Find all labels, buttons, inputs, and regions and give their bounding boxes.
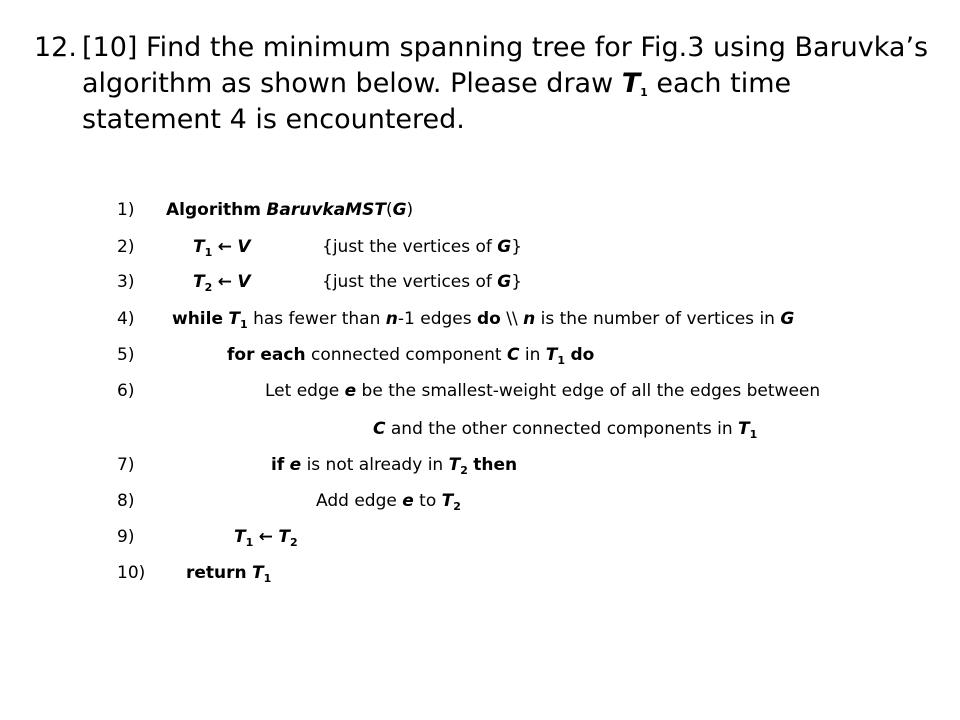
line-9: $T_1$ ← $T_2$ bbox=[234, 527, 298, 549]
line-2-comment: {just the vertices of G} bbox=[322, 237, 523, 257]
line-number-5: 5) bbox=[117, 345, 135, 365]
line-2-assign: $T_1$ ← V bbox=[193, 237, 251, 259]
line-number-1: 1) bbox=[117, 200, 135, 220]
question-text: [10] Find the minimum spanning tree for Fig.3 using Baruvka’s algorithm as shown below. Please draw $T_1$ each time statement 4 is encountered. bbox=[82, 32, 929, 135]
line-number-10: 10) bbox=[117, 563, 146, 583]
line-number-6: 6) bbox=[117, 381, 135, 401]
line-1: Algorithm BaruvkaMST(G) bbox=[166, 200, 414, 220]
question-number: 12. bbox=[34, 32, 77, 63]
line-number-7: 7) bbox=[117, 455, 135, 475]
line-4: while $T_1$ has fewer than n-1 edges do \\ n is the number of vertices in G bbox=[172, 309, 795, 331]
line-3-assign: $T_2$ ← V bbox=[193, 272, 251, 294]
line-6-continued: C and the other connected components in $T_1$ bbox=[373, 419, 758, 441]
line-8: Add edge e to $T_2$ bbox=[316, 491, 461, 513]
line-number-4: 4) bbox=[117, 309, 135, 329]
line-number-8: 8) bbox=[117, 491, 135, 511]
line-number-3: 3) bbox=[117, 272, 135, 292]
line-10: return $T_1$ bbox=[186, 563, 272, 585]
line-6: Let edge e be the smallest-weight edge of all the edges between bbox=[265, 381, 821, 401]
line-5: for each connected component C in $T_1$ do bbox=[227, 345, 595, 367]
line-number-9: 9) bbox=[117, 527, 135, 547]
line-number-2: 2) bbox=[117, 237, 135, 257]
line-7: if e is not already in $T_2$ then bbox=[271, 455, 518, 477]
line-3-comment: {just the vertices of G} bbox=[322, 272, 523, 292]
